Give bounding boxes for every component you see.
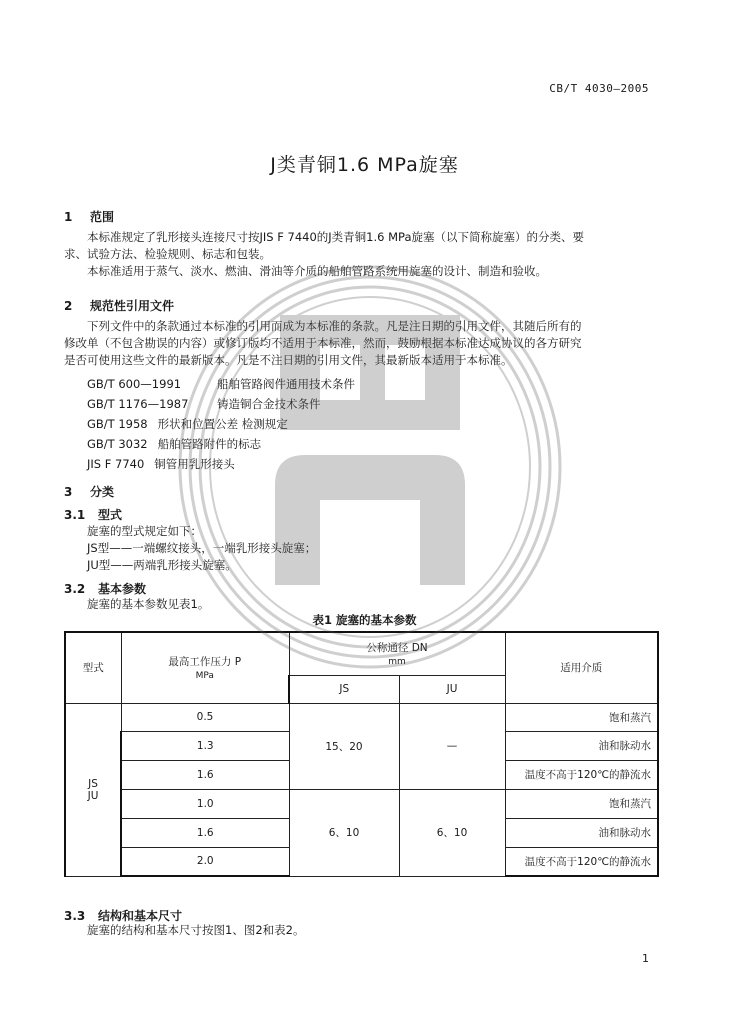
paragraph-line: 本标准适用于蒸气、淡水、燃油、滑油等介质的船舶管路系统用旋塞的设计、制造和验收。 — [87, 264, 547, 278]
reference-code: GB/T 600—1991 — [87, 377, 182, 391]
section-number: 3.3 — [64, 909, 86, 923]
medium-cell: 饱和蒸汽 — [505, 789, 658, 818]
paragraph-line: JU型——两端乳形接头旋塞。 — [87, 558, 237, 572]
reference-title: 铜管用乳形接头 — [154, 457, 235, 471]
medium-cell: 温度不高于120℃的静流水 — [505, 760, 658, 789]
dn-js-cell: 6、10 — [289, 789, 399, 876]
header-type: 型式 — [65, 632, 121, 703]
section-title: 型式 — [98, 508, 123, 522]
reference-title: 船舶管路附件的标志 — [157, 437, 262, 451]
section-3-heading — [64, 483, 114, 500]
reference-list — [87, 376, 355, 476]
header-dn-unit: mm — [388, 657, 406, 668]
section-2-body — [64, 318, 664, 369]
section-3-2-heading — [64, 580, 146, 597]
section-1-body — [64, 229, 664, 280]
type-label: JU — [87, 789, 99, 802]
header-dn-label: 公称通径 DN — [366, 642, 428, 655]
section-title: 结构和基本尺寸 — [98, 909, 183, 923]
paragraph-line: 本标准规定了乳形接头连接尺寸按JIS F 7440的J类青铜1.6 MPa旋塞（以下简称旋塞）的分类、要 — [87, 230, 584, 244]
section-number: 3.1 — [64, 508, 86, 522]
section-title: 分类 — [90, 485, 115, 499]
reference-code: GB/T 1958 — [87, 417, 148, 431]
section-3-2-body: 旋塞的基本参数见表1。 — [87, 597, 210, 611]
table-caption: 表1 旋塞的基本参数 — [312, 613, 417, 627]
table-row — [65, 789, 658, 818]
basic-parameters-table — [64, 631, 659, 877]
paragraph-line: 旋塞的型式规定如下： — [87, 524, 202, 538]
dn-js-cell: 15、20 — [289, 703, 399, 789]
paragraph-line: 下列文件中的条款通过本标准的引用而成为本标准的条款。凡是注日期的引用文件，其随后所有的 — [87, 319, 582, 333]
type-label: JS — [88, 777, 98, 790]
reference-title: 形状和位置公差 检测规定 — [157, 417, 288, 431]
paragraph-line: JS型——一端螺纹接头，一端乳形接头旋塞； — [87, 541, 317, 555]
header-pressure-label: 最高工作压力 P — [168, 656, 242, 669]
table-header-row — [65, 632, 658, 675]
reference-item — [87, 396, 355, 416]
page-number: 1 — [642, 952, 649, 965]
pressure-cell: 1.0 — [121, 789, 289, 818]
section-title: 规范性引用文件 — [90, 299, 175, 313]
paragraph-line: 是否可使用这些文件的最新版本。凡是不注日期的引用文件，其最新版本适用于本标准。 — [64, 353, 513, 367]
section-title: 基本参数 — [98, 582, 147, 596]
reference-title: 船舶管路阀件通用技术条件 — [217, 377, 355, 391]
section-title: 范围 — [90, 210, 115, 224]
reference-item — [87, 416, 355, 436]
section-number: 1 — [64, 210, 73, 224]
pressure-cell: 1.3 — [121, 731, 289, 760]
reference-title: 铸造铜合金技术条件 — [217, 397, 321, 411]
pressure-cell: 1.6 — [121, 760, 289, 789]
pressure-cell: 1.6 — [121, 818, 289, 847]
medium-cell: 油和脉动水 — [505, 731, 658, 760]
medium-cell: 油和脉动水 — [505, 818, 658, 847]
section-3-1-body — [87, 523, 316, 574]
reference-item — [87, 456, 355, 476]
section-1-heading — [64, 208, 114, 225]
reference-code: GB/T 3032 — [87, 437, 148, 451]
standard-number: CB/T 4030—2005 — [549, 82, 649, 95]
header-ju: JU — [399, 675, 505, 703]
reference-code: GB/T 1176—1987 — [87, 397, 189, 411]
header-medium: 适用介质 — [505, 632, 658, 703]
paragraph-line: 修改单（不包含勘误的内容）或修订版均不适用于本标准，然而，鼓励根据本标准达成协议的各方研究 — [64, 336, 582, 350]
header-dn — [289, 632, 505, 675]
header-js: JS — [289, 675, 399, 703]
medium-cell: 温度不高于120℃的静流水 — [505, 847, 658, 876]
section-number: 3.2 — [64, 582, 86, 596]
medium-cell: 饱和蒸汽 — [505, 703, 658, 731]
document-title: J类青铜1.6 MPa旋塞 — [270, 154, 459, 176]
dn-ju-cell: — — [399, 703, 505, 789]
pressure-cell: 2.0 — [121, 847, 289, 876]
reference-item — [87, 436, 355, 456]
section-number: 2 — [64, 299, 73, 313]
section-number: 3 — [64, 485, 73, 499]
dn-ju-cell: 6、10 — [399, 789, 505, 876]
reference-code: JIS F 7740 — [87, 457, 145, 471]
header-pressure-unit: MPa — [195, 671, 214, 682]
pressure-cell: 0.5 — [121, 703, 289, 731]
paragraph-line: 求、试验方法、检验规则、标志和包装。 — [64, 247, 271, 261]
header-pressure — [121, 632, 289, 703]
section-2-heading — [64, 297, 174, 314]
reference-item — [87, 376, 355, 396]
section-3-1-heading — [64, 506, 122, 523]
type-cell — [65, 703, 121, 876]
table-row — [65, 703, 658, 731]
section-3-3-body: 旋塞的结构和基本尺寸按图1、图2和表2。 — [87, 923, 305, 937]
